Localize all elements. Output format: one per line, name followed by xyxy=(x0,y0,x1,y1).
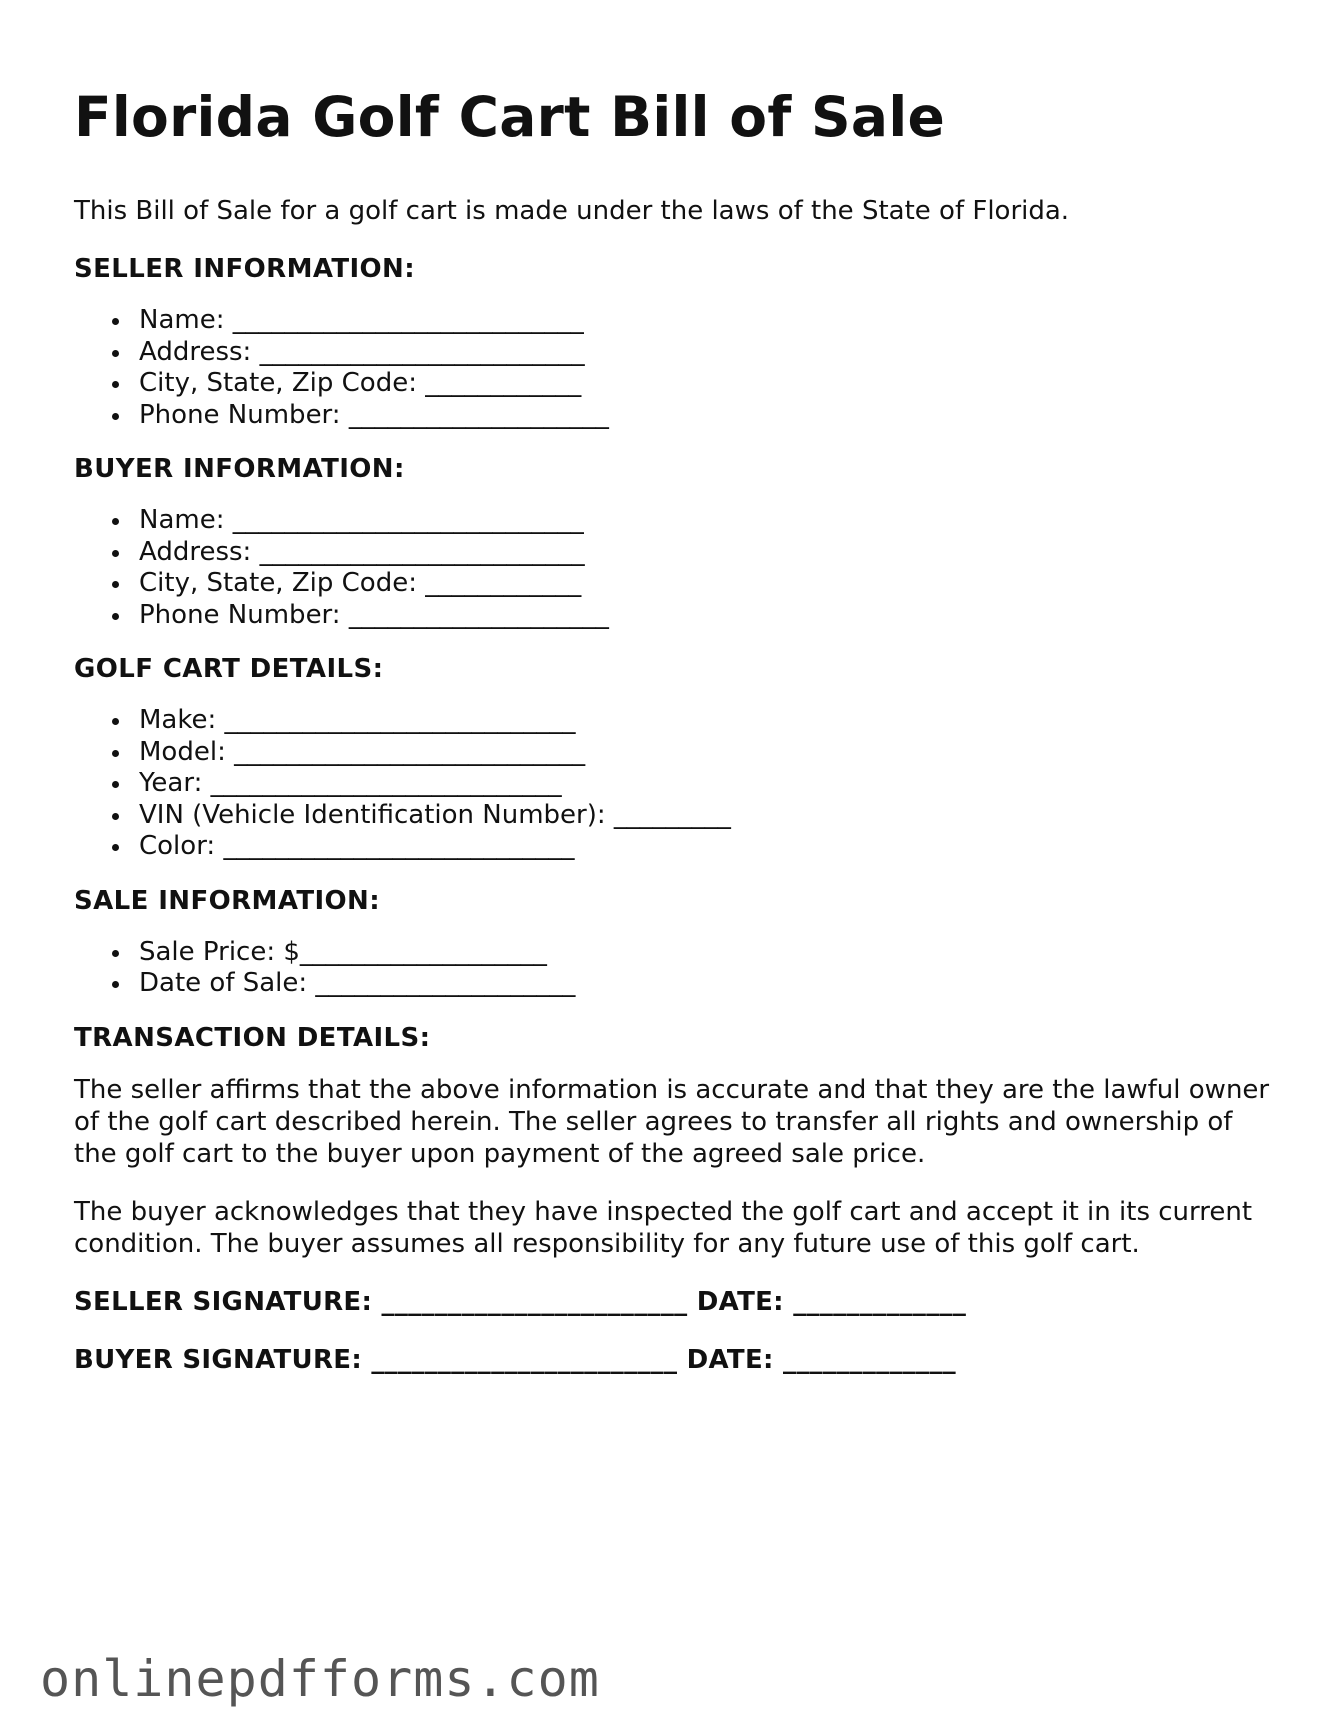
buyer-fields xyxy=(74,505,1274,631)
seller-heading: SELLER INFORMATION: xyxy=(74,254,416,284)
seller-city-state-zip-field: City, State, Zip Code: ____________ xyxy=(139,368,1274,400)
transaction-heading: TRANSACTION DETAILS: xyxy=(74,1022,431,1053)
seller-fields xyxy=(74,305,1274,431)
transaction-paragraph-seller: The seller affirms that the above information is accurate and that they are the lawful owner of the golf cart described herein. The seller agrees to transfer all rights and ownership of the golf cart to the buyer upon payment of the agreed sale price. xyxy=(74,1074,1270,1169)
seller-phone-field: Phone Number: ____________________ xyxy=(139,400,1274,432)
cart-vin-field: VIN (Vehicle Identification Number): _________ xyxy=(139,800,1274,832)
intro-text: This Bill of Sale for a golf cart is made under the laws of the State of Florida. xyxy=(74,196,1070,226)
buyer-phone-field: Phone Number: ____________________ xyxy=(139,600,1274,632)
sale-heading: SALE INFORMATION: xyxy=(74,885,380,916)
document-page xyxy=(74,85,1274,1402)
buyer-signature-line: BUYER SIGNATURE: _______________________ DATE: _____________ xyxy=(74,1344,956,1375)
sale-fields xyxy=(74,937,1274,1000)
buyer-city-state-zip-field: City, State, Zip Code: ____________ xyxy=(139,568,1274,600)
seller-signature-line: SELLER SIGNATURE: _______________________ DATE: _____________ xyxy=(74,1286,967,1317)
cart-color-field: Color: ___________________________ xyxy=(139,831,1274,863)
transaction-paragraph-buyer: The buyer acknowledges that they have inspected the golf cart and accept it in its current condition. The buyer assumes all responsibility for any future use of this golf cart. xyxy=(74,1196,1253,1259)
cart-heading: GOLF CART DETAILS: xyxy=(74,654,384,684)
seller-address-field: Address: _________________________ xyxy=(139,337,1274,369)
sale-date-field: Date of Sale: ____________________ xyxy=(139,968,1274,1000)
buyer-address-field: Address: _________________________ xyxy=(139,537,1274,569)
sale-price-field: Sale Price: $___________________ xyxy=(139,937,1274,969)
cart-year-field: Year: ___________________________ xyxy=(139,768,1274,800)
cart-fields xyxy=(74,705,1274,863)
buyer-heading: BUYER INFORMATION: xyxy=(74,454,405,484)
cart-make-field: Make: ___________________________ xyxy=(139,705,1274,737)
buyer-name-field: Name: ___________________________ xyxy=(139,505,1274,537)
seller-name-field: Name: ___________________________ xyxy=(139,305,1274,337)
page-title: Florida Golf Cart Bill of Sale xyxy=(74,85,946,149)
cart-model-field: Model: ___________________________ xyxy=(139,737,1274,769)
watermark: onlinepdfforms.com xyxy=(40,1650,600,1708)
